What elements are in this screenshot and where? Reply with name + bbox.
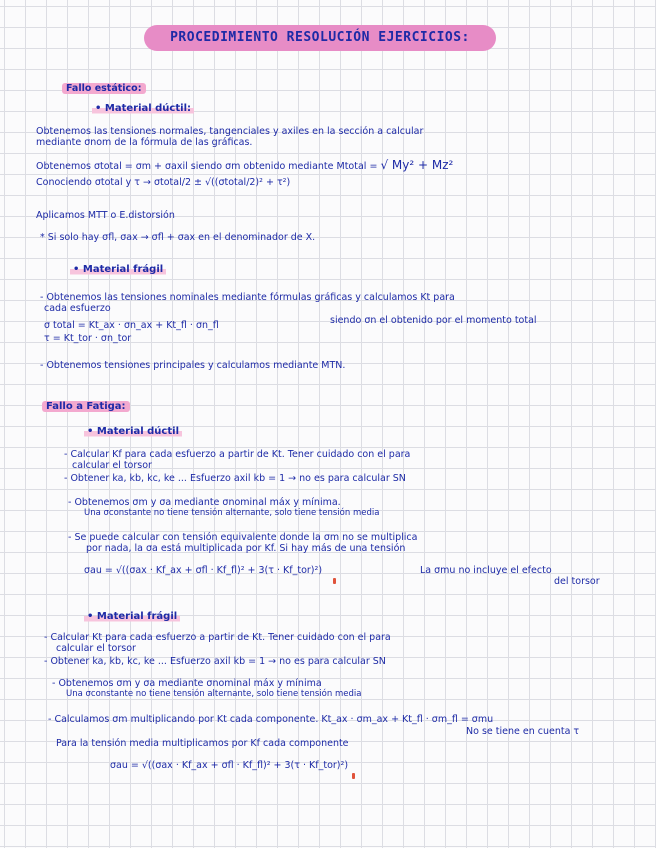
red-tick-mark	[352, 773, 355, 779]
fatigue-ductile-line-2: calcular el torsor	[72, 460, 152, 471]
subheading-fragile-fatigue: • Material frágil	[84, 611, 180, 622]
static-ductile-line-5: Aplicamos MTT o E.distorsión	[36, 210, 175, 221]
static-fragile-line-3: σ total = Kt_ax · σn_ax + Kt_fl · σn_fl	[44, 320, 219, 331]
fatigue-ductile-line-7: por nada, la σa está multiplicada por Kf. Si hay más de una tensión	[86, 543, 406, 554]
fatigue-ductile-line-4: - Obtenemos σm y σa mediante σnominal máx y mínima.	[68, 497, 341, 508]
fatigue-fragile-line-3: - Obtener ka, kb, kc, ke ... Esfuerzo axil kb = 1 → no es para calcular SN	[44, 656, 386, 667]
section-heading-static: Fallo estático:	[62, 83, 146, 94]
fatigue-fragile-line-4: - Obtenemos σm y σa mediante σnominal máx y mínima	[52, 678, 322, 689]
static-ductile-line-3	[36, 160, 453, 172]
static-ductile-line-6: * Si solo hay σfl, σax → σfl + σax en el denominador de X.	[40, 232, 316, 243]
fatigue-ductile-line-6: - Se puede calcular con tensión equivalente donde la σm no se multiplica	[68, 532, 418, 543]
fatigue-fragile-line-9: σau = √((σax · Kf_ax + σfl · Kf_fl)² + 3(τ · Kf_tor)²)	[110, 760, 349, 771]
subheading-fragile-static: • Material frágil	[70, 264, 166, 275]
fatigue-fragile-line-5: Una σconstante no tiene tensión alternante, solo tiene tensión media	[66, 689, 362, 699]
fatigue-ductile-line-5: Una σconstante no tiene tensión alternante, solo tiene tensión media	[84, 508, 380, 518]
fatigue-ductile-line-8a: σau = √((σax · Kf_ax + σfl · Kf_fl)² + 3(τ · Kf_tor)²)	[84, 565, 323, 576]
fatigue-fragile-line-1: - Calcular Kt para cada esfuerzo a partir de Kt. Tener cuidado con el para	[44, 632, 391, 643]
static-ductile-line-2: mediante σnom de la fórmula de las gráficas.	[36, 137, 253, 148]
fatigue-fragile-line-2: calcular el torsor	[56, 643, 136, 654]
moment-total-formula: √ My² + Mz²	[380, 158, 454, 172]
fatigue-fragile-line-7: No se tiene en cuenta τ	[466, 726, 580, 737]
fatigue-fragile-line-6: - Calculamos σm multiplicando por Kt cada componente. Kt_ax · σm_ax + Kt_fl · σm_fl = σmu	[48, 714, 494, 725]
static-fragile-line-1: - Obtenemos las tensiones nominales mediante fórmulas gráficas y calculamos Kt para	[40, 292, 455, 303]
fatigue-ductile-line-8b: La σmu no incluye el efecto	[420, 565, 552, 576]
static-fragile-line-4: τ = Kt_tor · σn_tor	[44, 333, 132, 344]
static-fragile-line-3b: siendo σn el obtenido por el momento total	[330, 315, 537, 326]
static-ductile-line-1: Obtenemos las tensiones normales, tangenciales y axiles en la sección a calcular	[36, 126, 424, 137]
fatigue-fragile-line-8: Para la tensión media multiplicamos por Kf cada componente	[56, 738, 349, 749]
subheading-ductile-fatigue: • Material dúctil	[84, 426, 182, 437]
subheading-ductile-static: • Material dúctil:	[92, 103, 194, 114]
static-ductile-line-4: Conociendo σtotal y τ → σtotal/2 ± √((σtotal/2)² + τ²)	[36, 177, 291, 188]
fatigue-ductile-line-3: - Obtener ka, kb, kc, ke ... Esfuerzo axil kb = 1 → no es para calcular SN	[64, 473, 406, 484]
fatigue-ductile-line-9: del torsor	[554, 576, 600, 587]
static-fragile-line-5: - Obtenemos tensiones principales y calculamos mediante MTN.	[40, 360, 346, 371]
red-tick-mark	[333, 578, 336, 584]
static-fragile-line-2: cada esfuerzo	[44, 303, 111, 314]
section-heading-fatigue: Fallo a Fatiga:	[42, 401, 130, 412]
fatigue-ductile-line-1: - Calcular Kf para cada esfuerzo a partir de Kt. Tener cuidado con el para	[64, 449, 411, 460]
page-title: PROCEDIMIENTO RESOLUCIÓN EJERCICIOS:	[144, 25, 496, 51]
static-ductile-line-3-text: Obtenemos σtotal = σm + σaxil siendo σm obtenido mediante Mtotal =	[36, 161, 381, 172]
